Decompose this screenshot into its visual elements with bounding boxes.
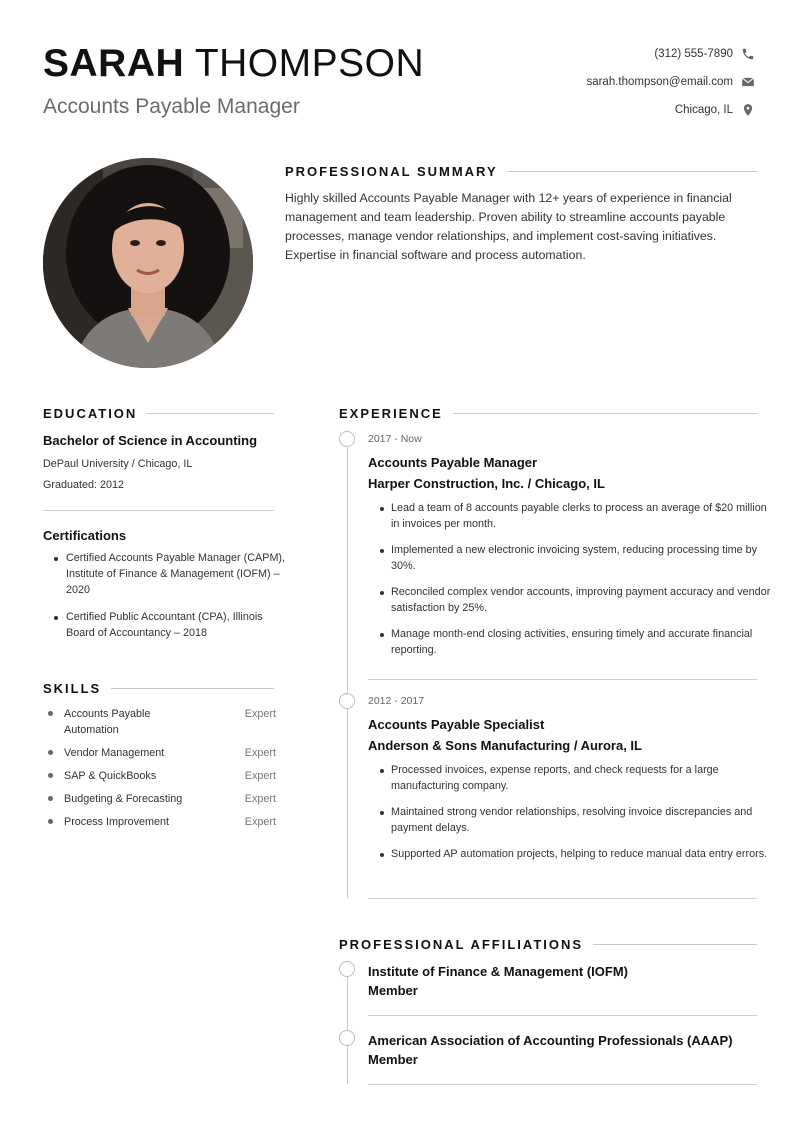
job-bullet: Processed invoices, expense reports, and check requests for a large manufacturing company.	[380, 762, 772, 794]
certifications-heading: Certifications	[43, 528, 127, 543]
heading-rule	[453, 413, 757, 414]
job-bullets	[380, 500, 772, 668]
experience-timeline-line	[347, 440, 348, 898]
bullet-dot	[48, 819, 53, 824]
skill-item	[46, 814, 276, 830]
job-role: Accounts Payable Manager	[43, 95, 300, 118]
job-title: Accounts Payable Specialist	[368, 717, 545, 732]
job-company: Anderson & Sons Manufacturing / Aurora, IL	[368, 738, 642, 753]
experience-heading	[339, 406, 757, 421]
skills-heading	[43, 681, 274, 696]
phone-icon	[740, 46, 756, 62]
affiliations-heading	[339, 937, 757, 952]
email-text: sarah.thompson@email.com	[586, 76, 733, 88]
job-bullet: Lead a team of 8 accounts payable clerks to process an average of $20 million in invoices per month.	[380, 500, 772, 532]
bullet-dot	[48, 750, 53, 755]
skill-name: Accounts Payable Automation	[64, 708, 151, 736]
job-title: Accounts Payable Manager	[368, 455, 538, 470]
bullet-dot	[48, 773, 53, 778]
affiliation-role: Member	[368, 1052, 418, 1067]
skill-name: SAP & QuickBooks	[64, 770, 157, 782]
divider	[43, 510, 274, 511]
skill-level: Expert	[244, 793, 276, 805]
affiliation-role: Member	[368, 983, 418, 998]
skill-level: Expert	[244, 816, 276, 828]
job-bullet: Manage month-end closing activities, ensuring timely and accurate financial reporting.	[380, 626, 772, 658]
summary-heading-text: PROFESSIONAL SUMMARY	[285, 164, 498, 179]
skills-list	[46, 706, 276, 837]
bullet-dot	[48, 711, 53, 716]
divider	[368, 679, 757, 680]
experience-heading-text: EXPERIENCE	[339, 406, 443, 421]
affiliation-org: American Association of Accounting Professionals (AAAP)	[368, 1033, 733, 1048]
timeline-marker	[339, 1030, 355, 1046]
job-dates: 2017 - Now	[368, 433, 422, 445]
contact-location	[586, 96, 756, 124]
skills-heading-text: SKILLS	[43, 681, 102, 696]
skill-item	[46, 791, 276, 807]
job-bullet: Reconciled complex vendor accounts, improving payment accuracy and vendor satisfaction by 25%.	[380, 584, 772, 616]
education-heading-text: EDUCATION	[43, 406, 138, 421]
skill-name: Budgeting & Forecasting	[64, 793, 183, 805]
skill-name: Process Improvement	[64, 816, 170, 828]
timeline-marker	[339, 693, 355, 709]
envelope-icon	[740, 74, 756, 90]
job-bullet: Maintained strong vendor relationships, resolving invoice discrepancies and payment delays.	[380, 804, 772, 836]
summary-text: Highly skilled Accounts Payable Manager with 12+ years of experience in financial management and team leadership. Proven ability to streamline accounts payable processes, manage vendor relationships, and implement cost-saving initiatives. Expertise in financial software and process automation.	[285, 191, 732, 262]
education-heading	[43, 406, 274, 421]
job-bullet: Supported AP automation projects, helping to reduce manual data entry errors.	[380, 846, 772, 862]
contact-email	[586, 68, 756, 96]
certification-item: Certified Accounts Payable Manager (CAPM), Institute of Finance & Management (IOFM) – 2020	[52, 550, 287, 598]
affiliations-timeline-line	[347, 968, 348, 1084]
education-school: DePaul University / Chicago, IL	[43, 458, 193, 470]
profile-photo	[43, 158, 253, 368]
map-pin-icon	[740, 102, 756, 118]
certification-item: Certified Public Accountant (CPA), Illinois Board of Accountancy – 2018	[52, 609, 287, 641]
heading-rule	[111, 688, 274, 689]
heading-rule	[147, 413, 274, 414]
affiliation-org: Institute of Finance & Management (IOFM)	[368, 964, 629, 979]
full-name	[43, 44, 424, 83]
job-dates: 2012 - 2017	[368, 695, 425, 707]
contact-phone	[586, 40, 756, 68]
divider	[368, 898, 757, 899]
job-company: Harper Construction, Inc. / Chicago, IL	[368, 476, 605, 491]
education-degree: Bachelor of Science in Accounting	[43, 433, 258, 448]
job-bullet: Implemented a new electronic invoicing system, reducing processing time by 30%.	[380, 542, 772, 574]
bullet-dot	[48, 796, 53, 801]
certifications-list	[52, 550, 287, 652]
phone-text: (312) 555-7890	[654, 48, 733, 60]
job-bullets	[380, 762, 772, 872]
education-graduated: Graduated: 2012	[43, 479, 125, 491]
heading-rule	[593, 944, 757, 945]
heading-rule	[508, 171, 757, 172]
affiliations-heading-text: PROFESSIONAL AFFILIATIONS	[339, 937, 584, 952]
skill-item	[46, 768, 276, 784]
skill-name: Vendor Management	[64, 747, 165, 759]
skill-level: Expert	[244, 770, 276, 782]
location-text: Chicago, IL	[674, 104, 733, 116]
skill-item	[46, 745, 276, 761]
contact-block	[586, 40, 756, 124]
skill-item	[46, 706, 276, 738]
skill-level: Expert	[244, 747, 276, 759]
summary-heading	[285, 164, 757, 179]
timeline-marker	[339, 431, 355, 447]
divider	[368, 1084, 757, 1085]
last-name: THOMPSON	[194, 42, 425, 85]
divider	[368, 1015, 757, 1016]
timeline-marker	[339, 961, 355, 977]
first-name: SARAH	[43, 42, 185, 85]
skill-level: Expert	[244, 708, 276, 720]
